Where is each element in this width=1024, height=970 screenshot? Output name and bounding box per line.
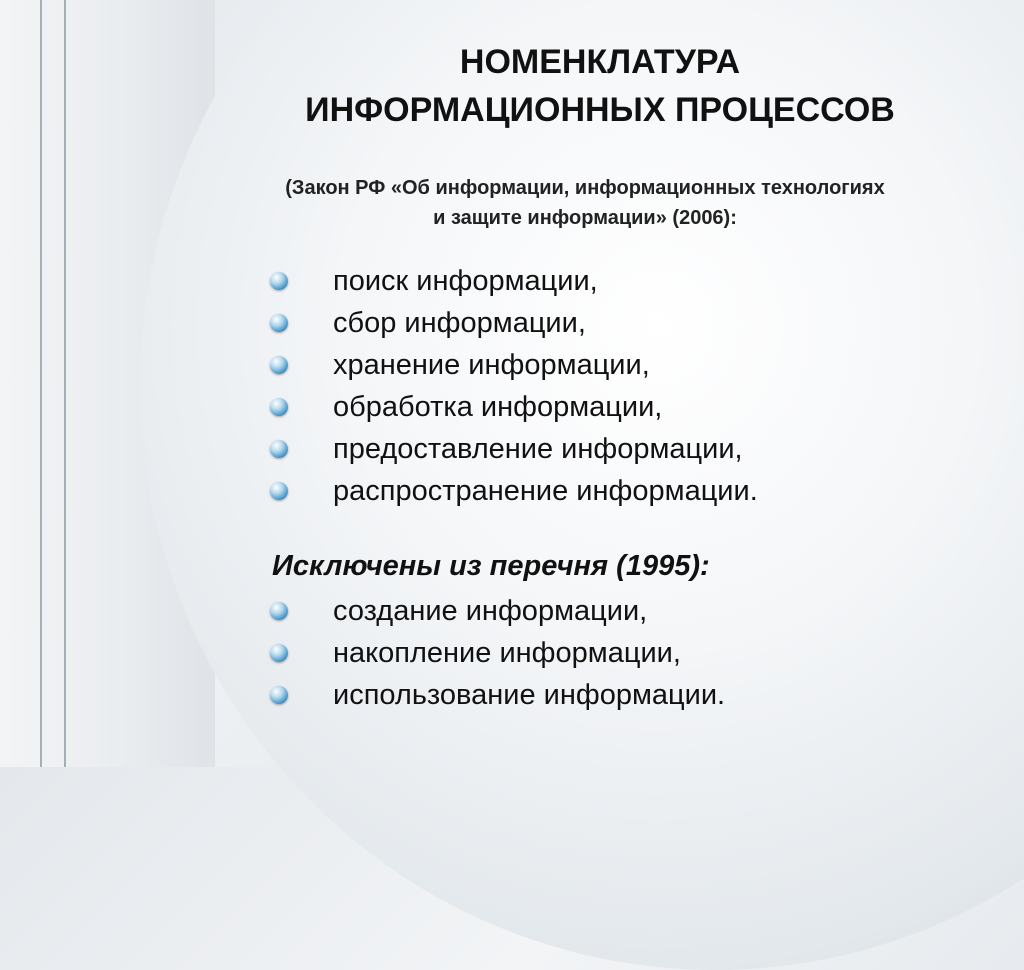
list-item-text: использование информации. [333,678,726,711]
bullet-dot-icon [270,398,288,416]
list-item [270,590,725,632]
list-item-text: хранение информации, [333,348,650,381]
list-item [270,632,725,674]
list-item-text: накопление информации, [333,636,681,669]
list-item [270,674,725,716]
title-line-2: ИНФОРМАЦИОННЫХ ПРОЦЕССОВ [305,91,895,129]
bullet-dot-icon [270,644,288,662]
bullet-dot-icon [270,686,288,704]
excluded-list [270,590,725,716]
law-reference-line-2: и защите информации» (2006): [433,207,737,229]
list-item-text: сбор информации, [333,306,586,339]
decorative-vertical-line [40,0,42,767]
bullet-dot-icon [270,602,288,620]
list-item [270,344,758,386]
list-item [270,302,758,344]
bullet-dot-icon [270,482,288,500]
slide-title [200,38,1000,134]
excluded-heading: Исключены из перечня (1995): [272,550,710,582]
list-item-text: обработка информации, [333,390,663,423]
list-item-text: поиск информации, [333,264,598,297]
list-item [270,386,758,428]
decorative-vertical-line [64,0,66,767]
list-item-text: распространение информации. [333,474,758,507]
process-list [270,260,758,512]
list-item [270,428,758,470]
law-reference [170,173,1000,233]
bullet-dot-icon [270,356,288,374]
bullet-dot-icon [270,314,288,332]
list-item [270,260,758,302]
bullet-dot-icon [270,272,288,290]
list-item-text: создание информации, [333,594,648,627]
law-reference-line-1: (Закон РФ «Об информации, информационных технологиях [285,177,885,199]
title-line-1: НОМЕНКЛАТУРА [459,43,741,81]
list-item-text: предоставление информации, [333,432,743,465]
list-item [270,470,758,512]
bullet-dot-icon [270,440,288,458]
